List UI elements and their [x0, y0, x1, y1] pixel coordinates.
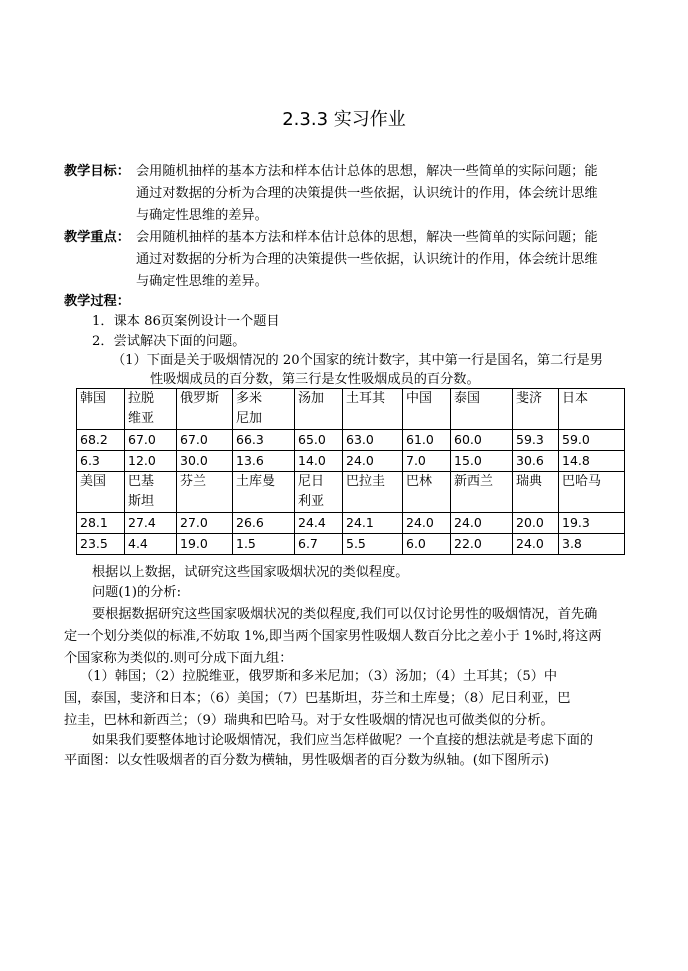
male-percent-cell: 24.0 — [451, 513, 513, 534]
country-cell — [295, 389, 343, 430]
goal-label: 教学目标： — [64, 164, 130, 179]
male-percent-cell: 20.0 — [513, 513, 559, 534]
goal-line-1: 会用随机抽样的基本方法和样本估计总体的思想，解决一些简单的实际问题；能 — [136, 164, 598, 179]
page-title: 2.3.3 实习作业 — [282, 109, 406, 130]
country-cell — [559, 472, 625, 513]
female-percent-cell: 14.8 — [559, 451, 625, 472]
paragraph-3-line-2: 平面图：以女性吸烟者的百分数为横轴，男性吸烟者的百分数为纵轴。(如下图所示) — [64, 753, 550, 768]
female-percent-cell: 30.6 — [513, 451, 559, 472]
male-percent-cell: 68.2 — [77, 430, 125, 451]
country-cell — [559, 389, 625, 430]
question-1-line-2: 性吸烟成员的百分数，第三行是女性吸烟成员的百分数。 — [150, 372, 480, 387]
female-percent-cell: 5.5 — [343, 534, 403, 555]
female-percent-cell: 12.0 — [125, 451, 177, 472]
country-name: 土耳其 — [346, 391, 386, 406]
male-percent-cell: 24.4 — [295, 513, 343, 534]
country-cell — [403, 472, 451, 513]
country-cell — [343, 472, 403, 513]
country-name: 维亚 — [128, 411, 155, 426]
female-percent-cell: 3.8 — [559, 534, 625, 555]
country-name: 土库曼 — [236, 474, 276, 489]
country-cell — [177, 472, 233, 513]
paragraph-1-line-3: 个国家称为类似的.则可分成下面九组： — [64, 651, 293, 666]
paragraph-2-line-3: 拉圭，巴林和新西兰；（9）瑞典和巴哈马。对于女性吸烟的情况也可做类似的分析。 — [64, 713, 554, 728]
country-cell — [513, 472, 559, 513]
female-percent-cell: 1.5 — [233, 534, 295, 555]
table-row-male — [77, 430, 625, 451]
table-row-female — [77, 451, 625, 472]
focus-line-2: 通过对数据的分析为合理的决策提供一些依据，认识统计的作用，体会统计思维 — [136, 252, 598, 267]
country-name: 利亚 — [298, 494, 325, 509]
male-percent-cell: 59.3 — [513, 430, 559, 451]
male-percent-cell: 28.1 — [77, 513, 125, 534]
male-percent-cell: 59.0 — [559, 430, 625, 451]
paragraph-2-line-2: 国，泰国，斐济和日本；（6）美国；（7）巴基斯坦，芬兰和土库曼；（8）尼日利亚，巴 — [64, 691, 571, 706]
country-cell — [177, 389, 233, 430]
smoking-data-table — [76, 388, 625, 555]
country-cell — [343, 389, 403, 430]
country-cell — [77, 472, 125, 513]
step-2: 2．尝试解决下面的问题。 — [92, 334, 246, 349]
female-percent-cell: 13.6 — [233, 451, 295, 472]
female-percent-cell: 4.4 — [125, 534, 177, 555]
country-cell — [295, 472, 343, 513]
male-percent-cell: 19.3 — [559, 513, 625, 534]
country-cell — [233, 472, 295, 513]
female-percent-cell: 6.0 — [403, 534, 451, 555]
country-name: 尼日 — [298, 474, 325, 489]
male-percent-cell: 26.6 — [233, 513, 295, 534]
country-name: 俄罗斯 — [180, 391, 220, 406]
table-row-male — [77, 513, 625, 534]
female-percent-cell: 14.0 — [295, 451, 343, 472]
country-name: 巴基 — [128, 474, 155, 489]
country-name: 新西兰 — [454, 474, 494, 489]
male-percent-cell: 65.0 — [295, 430, 343, 451]
female-percent-cell: 22.0 — [451, 534, 513, 555]
country-name: 泰国 — [454, 391, 481, 406]
country-name: 巴哈马 — [562, 474, 602, 489]
female-percent-cell: 24.0 — [343, 451, 403, 472]
goal-line-2: 通过对数据的分析为合理的决策提供一些依据，认识统计的作用，体会统计思维 — [136, 186, 598, 201]
country-name: 韩国 — [80, 391, 107, 406]
country-name: 多米 — [236, 391, 263, 406]
paragraph-2-line-1: （1）韩国；（2）拉脱维亚，俄罗斯和多米尼加；（3）汤加；（4）土耳其；（5）中 — [80, 669, 558, 684]
table-row-female — [77, 534, 625, 555]
paragraph-1-line-2: 定一个划分类似的标准,不妨取 1%,即当两个国家男性吸烟人数百分比之差小于 1%时,将这两 — [64, 629, 602, 644]
country-cell — [451, 472, 513, 513]
table-row-countries — [77, 472, 625, 513]
focus-label: 教学重点： — [64, 230, 130, 245]
male-percent-cell: 24.0 — [403, 513, 451, 534]
male-percent-cell: 27.4 — [125, 513, 177, 534]
female-percent-cell: 6.3 — [77, 451, 125, 472]
female-percent-cell: 23.5 — [77, 534, 125, 555]
after-table-text: 根据以上数据，试研究这些国家吸烟状况的类似程度。 — [92, 565, 409, 580]
country-name: 美国 — [80, 474, 107, 489]
country-name: 斐济 — [516, 391, 543, 406]
paragraph-1-line-1: 要根据数据研究这些国家吸烟状况的类似程度,我们可以仅讨论男性的吸烟情况，首先确 — [92, 607, 598, 622]
country-cell — [513, 389, 559, 430]
female-percent-cell: 19.0 — [177, 534, 233, 555]
male-percent-cell: 66.3 — [233, 430, 295, 451]
female-percent-cell: 24.0 — [513, 534, 559, 555]
country-name: 瑞典 — [516, 474, 543, 489]
focus-line-3: 与确定性思维的差异。 — [136, 274, 268, 289]
country-name: 汤加 — [298, 391, 325, 406]
country-name: 尼加 — [236, 411, 263, 426]
country-name: 拉脱 — [128, 391, 155, 406]
question-1-line-1: （1）下面是关于吸烟情况的 20个国家的统计数字，其中第一行是国名，第二行是男 — [112, 353, 603, 368]
country-cell — [125, 472, 177, 513]
male-percent-cell: 24.1 — [343, 513, 403, 534]
country-name: 巴林 — [406, 474, 433, 489]
male-percent-cell: 27.0 — [177, 513, 233, 534]
male-percent-cell: 63.0 — [343, 430, 403, 451]
country-name: 斯坦 — [128, 494, 155, 509]
country-cell — [233, 389, 295, 430]
country-name: 巴拉圭 — [346, 474, 386, 489]
goal-line-3: 与确定性思维的差异。 — [136, 208, 268, 223]
female-percent-cell: 15.0 — [451, 451, 513, 472]
analysis-title: 问题(1)的分析: — [92, 585, 182, 600]
male-percent-cell: 67.0 — [125, 430, 177, 451]
country-cell — [451, 389, 513, 430]
male-percent-cell: 60.0 — [451, 430, 513, 451]
female-percent-cell: 30.0 — [177, 451, 233, 472]
country-name: 日本 — [562, 391, 589, 406]
country-cell — [125, 389, 177, 430]
country-cell — [77, 389, 125, 430]
process-label: 教学过程： — [64, 294, 130, 309]
table-row-countries — [77, 389, 625, 430]
country-cell — [403, 389, 451, 430]
country-name: 芬兰 — [180, 474, 207, 489]
male-percent-cell: 61.0 — [403, 430, 451, 451]
female-percent-cell: 7.0 — [403, 451, 451, 472]
country-name: 中国 — [406, 391, 433, 406]
female-percent-cell: 6.7 — [295, 534, 343, 555]
step-1: 1．课本 86页案例设计一个题目 — [92, 314, 280, 329]
focus-line-1: 会用随机抽样的基本方法和样本估计总体的思想，解决一些简单的实际问题；能 — [136, 230, 598, 245]
male-percent-cell: 67.0 — [177, 430, 233, 451]
paragraph-3-line-1: 如果我们要整体地讨论吸烟情况，我们应当怎样做呢？一个直接的想法就是考虑下面的 — [92, 733, 594, 748]
